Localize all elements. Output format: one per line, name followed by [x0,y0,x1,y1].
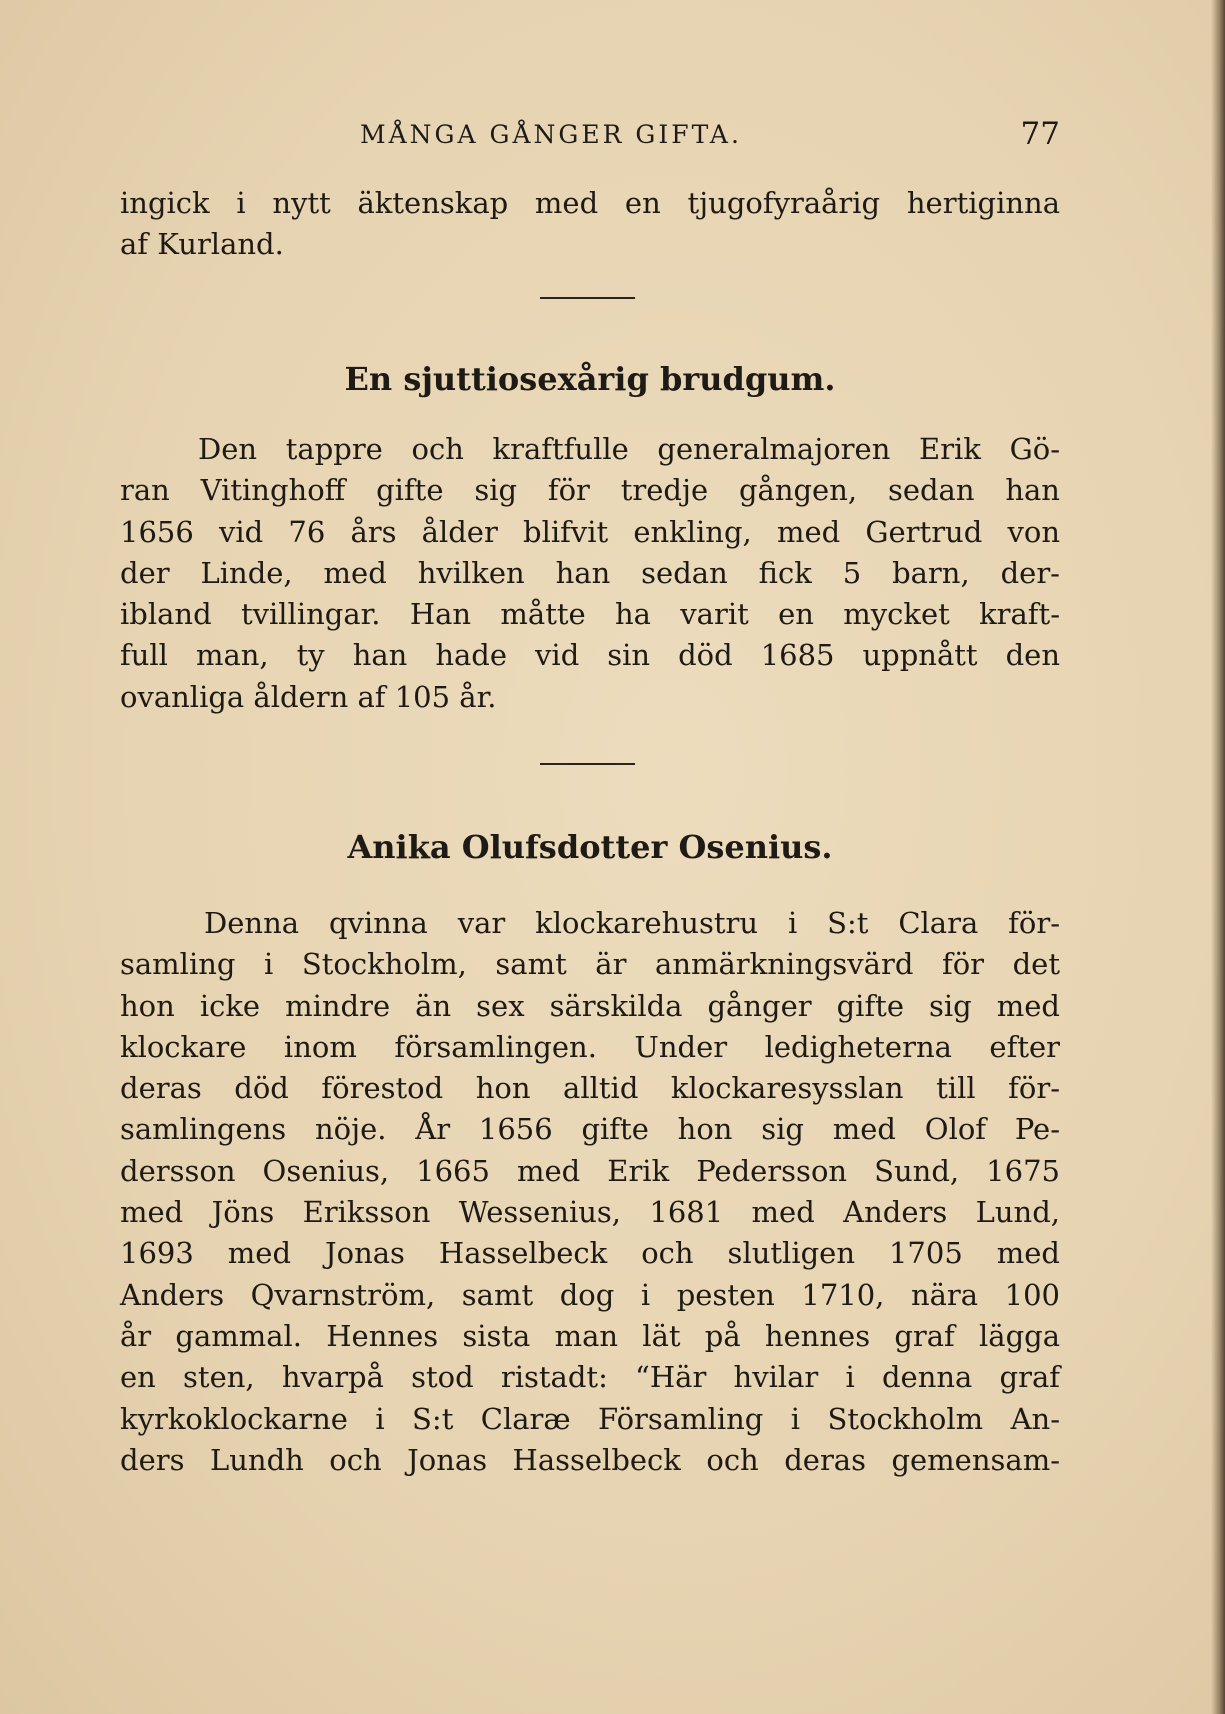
text-line: 1693 med Jonas Hasselbeck och slutligen 1705 med [120,1236,1060,1271]
text-line: full man, ty han hade vid sin död 1685 uppnått den [120,638,1060,673]
text-line: samling i Stockholm, samt är anmärkningsvärd för det [120,947,1060,982]
text-line: ingick i nytt äktenskap med en tjugofyraårig hertiginna [120,186,1060,220]
text-line: 1656 vid 76 års ålder blifvit enkling, med Gertrud von [120,514,1060,549]
text-line: hon icke mindre än sex särskilda gånger gifte sig med [120,988,1060,1023]
section-divider [540,763,635,765]
page-edge-shadow [1211,0,1225,1714]
text-line: klockare inom församlingen. Under ledigheterna efter [120,1029,1060,1064]
text-line: deras död förestod hon alltid klockaresysslan till för- [120,1071,1060,1106]
page-number: 77 [1020,116,1060,152]
text-line: ran Vitinghoff gifte sig för tredje gången, sedan han [120,473,1060,508]
text-line: år gammal. Hennes sista man lät på hennes graf lägga [120,1318,1060,1353]
section-heading-osenius: Anika Olufsdotter Osenius. [347,828,833,866]
section-heading-brudgum: En sjuttiosexårig brudgum. [344,360,836,398]
text-line: kyrkoklockarne i S:t Claræ Församling i Stockholm An- [120,1401,1060,1436]
text-line: ders Lundh och Jonas Hasselbeck och deras gemensam- [120,1442,1060,1477]
running-title: MÅNGA GÅNGER GIFTA. [360,120,742,149]
paragraph-osenius [120,903,1060,1481]
text-line: ibland tvillingar. Han måtte ha varit en mycket kraft- [120,597,1060,632]
text-line: dersson Osenius, 1665 med Erik Pedersson Sund, 1675 [120,1153,1060,1188]
text-line: Den tappre och kraftfulle generalmajoren Erik Gö- [198,432,1060,466]
text-line: med Jöns Eriksson Wessenius, 1681 med Anders Lund, [120,1195,1060,1230]
text-line: Anders Qvarnström, samt dog i pesten 1710, nära 100 [120,1277,1060,1312]
intro-paragraph [120,183,1060,266]
text-line: der Linde, med hvilken han sedan fick 5 barn, der- [120,555,1060,590]
text-line: samlingens nöje. År 1656 gifte hon sig med Olof Pe- [120,1112,1060,1147]
running-head [120,116,1060,156]
section-divider [540,297,635,299]
paragraph-vitinghoff [120,429,1060,718]
text-line: en sten, hvarpå stod ristadt: “Här hvilar i denna graf [120,1360,1060,1395]
text-line: ovanliga åldern af 105 år. [120,679,497,714]
text-line: af Kurland. [120,227,284,262]
text-line: Denna qvinna var klockarehustru i S:t Clara för- [204,906,1060,940]
